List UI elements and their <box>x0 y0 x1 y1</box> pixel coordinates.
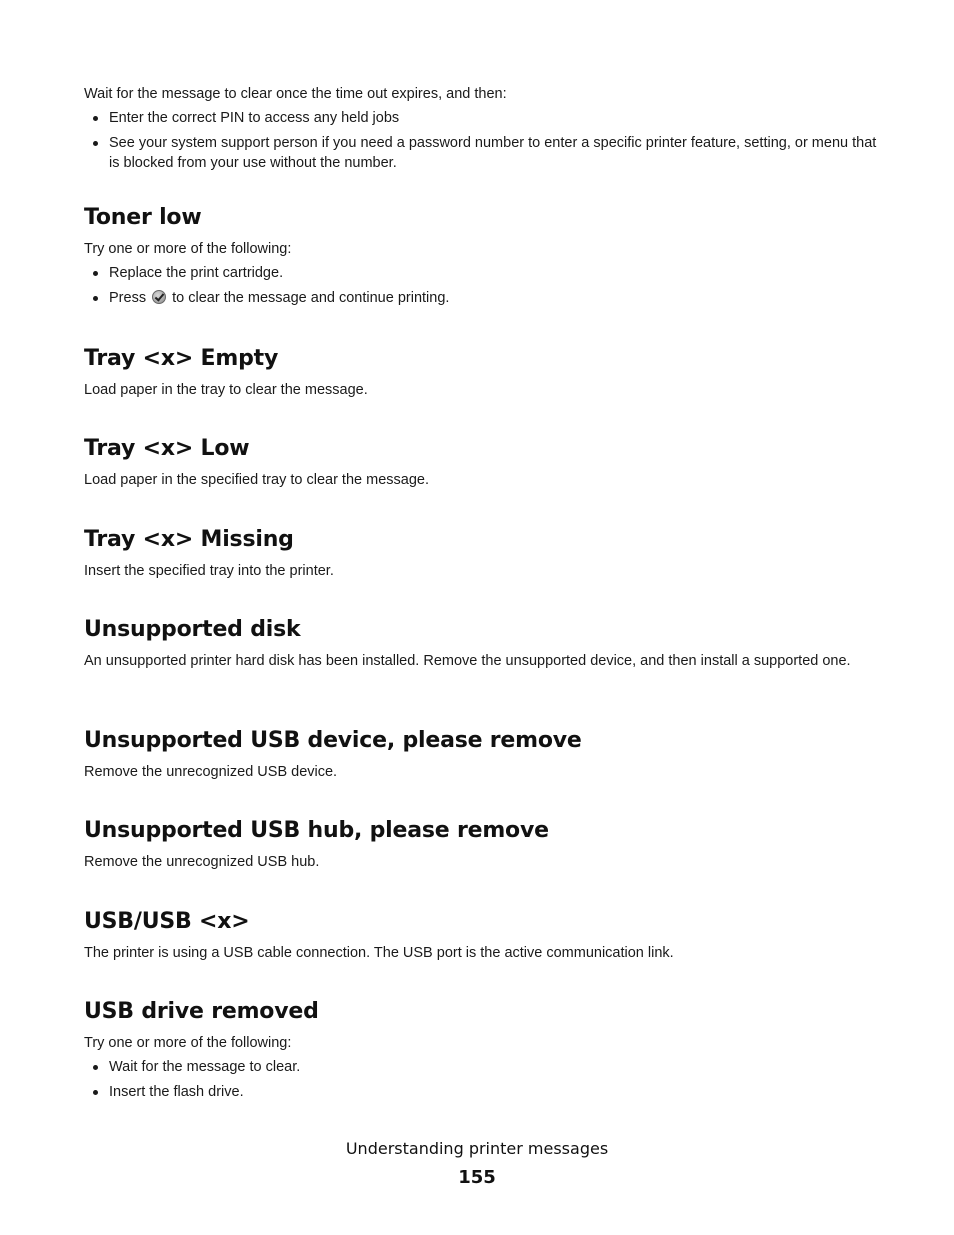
intro-section <box>84 84 884 178</box>
list-item: Insert the flash drive. <box>84 1082 884 1102</box>
section-usb-drive-removed <box>84 999 884 1107</box>
check-select-icon <box>152 290 166 304</box>
section-heading: Unsupported disk <box>84 617 301 642</box>
section-tray-low <box>84 436 884 490</box>
section-text: Try one or more of the following: <box>84 1035 292 1051</box>
section-heading: USB/USB <x> <box>84 909 250 934</box>
list-item <box>84 288 884 308</box>
section-heading: Tray <x> Low <box>84 436 250 461</box>
section-tray-missing <box>84 527 884 581</box>
section-toner-low <box>84 205 884 313</box>
section-text: Try one or more of the following: <box>84 241 292 257</box>
section-unsupported-usb-device <box>84 728 884 782</box>
list-item: See your system support person if you need a password number to enter a specific printer feature, setting, or menu that is blocked from your use without the number. <box>84 133 884 173</box>
section-heading: USB drive removed <box>84 999 319 1024</box>
press-text: Press <box>109 290 147 306</box>
section-text: Remove the unrecognized USB hub. <box>84 854 320 870</box>
footer-chapter-title: Understanding printer messages <box>345 1139 609 1158</box>
section-heading: Toner low <box>84 205 202 230</box>
usb-drive-removed-bullet-list <box>84 1057 884 1102</box>
section-text: The printer is using a USB cable connection. The USB port is the active communication link. <box>84 945 674 961</box>
section-text: Insert the specified tray into the printer. <box>84 563 334 579</box>
section-text: Load paper in the specified tray to clear the message. <box>84 472 429 488</box>
section-text: Remove the unrecognized USB device. <box>84 764 338 780</box>
press-text-continued: to clear the message and continue printing. <box>172 290 450 306</box>
list-item: Replace the print cartridge. <box>84 263 884 283</box>
section-heading: Unsupported USB device, please remove <box>84 728 582 753</box>
page-number: 155 <box>458 1167 496 1188</box>
list-item: Enter the correct PIN to access any held jobs <box>84 108 884 128</box>
section-unsupported-disk <box>84 617 884 671</box>
toner-low-bullet-list <box>84 263 884 308</box>
list-item: Wait for the message to clear. <box>84 1057 884 1077</box>
section-unsupported-usb-hub <box>84 818 884 872</box>
section-heading: Unsupported USB hub, please remove <box>84 818 549 843</box>
section-tray-empty <box>84 346 884 400</box>
intro-bullet-list <box>84 108 884 173</box>
section-usb-usb <box>84 909 884 963</box>
section-heading: Tray <x> Empty <box>84 346 279 371</box>
intro-text: Wait for the message to clear once the time out expires, and then: <box>84 86 507 102</box>
section-text: Load paper in the tray to clear the message. <box>84 382 368 398</box>
section-text: An unsupported printer hard disk has been installed. Remove the unsupported device, and then install a supported one. <box>84 653 851 669</box>
section-heading: Tray <x> Missing <box>84 527 294 552</box>
